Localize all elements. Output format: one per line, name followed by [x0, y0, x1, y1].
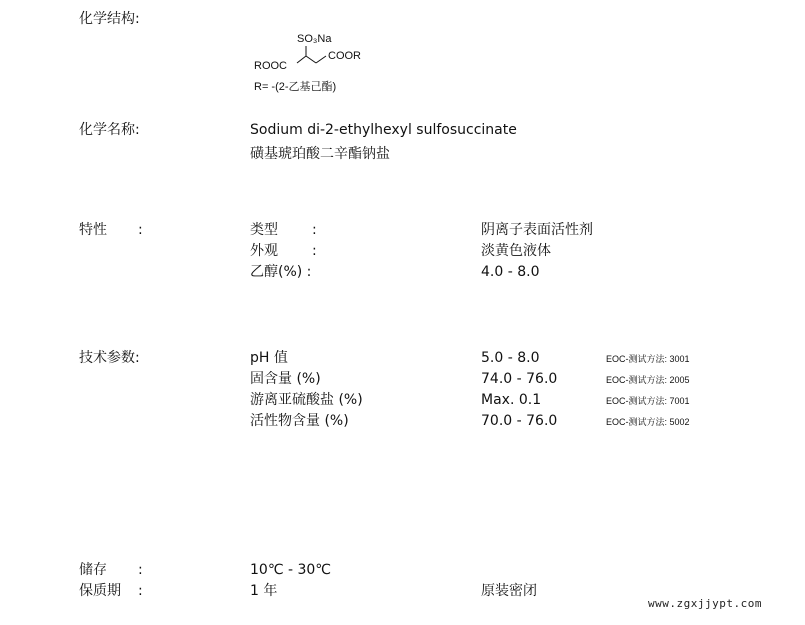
- structure-label: 化学结构:: [79, 11, 140, 27]
- name-label: 化学名称:: [79, 122, 140, 138]
- r-definition-text: R= -(2-乙基己酯): [254, 81, 337, 93]
- property-name: 外观: [250, 243, 278, 259]
- parameter-method: EOC-测试方法: 3001: [606, 354, 690, 364]
- parameter-method: EOC-测试方法: 2005: [606, 375, 690, 385]
- property-name: 类型: [250, 222, 278, 238]
- parameter-name: 活性物含量 (%): [250, 413, 349, 429]
- chinese-name: 磺基琥珀酸二辛酯钠盐: [250, 146, 390, 162]
- property-colon: :: [312, 243, 317, 259]
- parameters-label: 技术参数:: [79, 350, 140, 366]
- property-value: 4.0 - 8.0: [481, 264, 540, 280]
- parameter-name: pH 值: [250, 350, 288, 366]
- parameter-value: 5.0 - 8.0: [481, 350, 540, 366]
- property-colon: :: [312, 222, 317, 238]
- watermark: www.zgxjjypt.com: [648, 597, 762, 610]
- shelf-life-label: 保质期: [79, 583, 121, 599]
- property-value: 淡黄色液体: [481, 243, 551, 259]
- storage-colon: :: [138, 562, 143, 578]
- right-ester-text: COOR: [328, 50, 361, 62]
- parameter-value: 70.0 - 76.0: [481, 413, 558, 429]
- left-ester-text: ROOC: [254, 60, 287, 72]
- shelf-life-value: 1 年: [250, 583, 278, 599]
- parameter-name: 固含量 (%): [250, 371, 321, 387]
- storage-value: 10℃ - 30℃: [250, 562, 332, 578]
- english-name: Sodium di-2-ethylhexyl sulfosuccinate: [250, 122, 517, 138]
- property-value: 阴离子表面活性剂: [481, 222, 593, 238]
- shelf-life-note: 原装密闭: [481, 583, 537, 599]
- property-name: 乙醇(%) :: [250, 264, 312, 280]
- storage-label: 储存: [79, 562, 107, 578]
- parameter-name: 游离亚硫酸盐 (%): [250, 392, 363, 408]
- properties-label: 特性: [79, 222, 107, 238]
- parameter-method: EOC-测试方法: 5002: [606, 417, 690, 427]
- shelf-life-colon: :: [138, 583, 143, 599]
- parameter-method: EOC-测试方法: 7001: [606, 396, 690, 406]
- parameter-value: 74.0 - 76.0: [481, 371, 558, 387]
- sulfonate-group-text: SO₃Na: [297, 33, 332, 45]
- parameter-value: Max. 0.1: [481, 392, 542, 408]
- properties-label-colon: :: [138, 222, 143, 238]
